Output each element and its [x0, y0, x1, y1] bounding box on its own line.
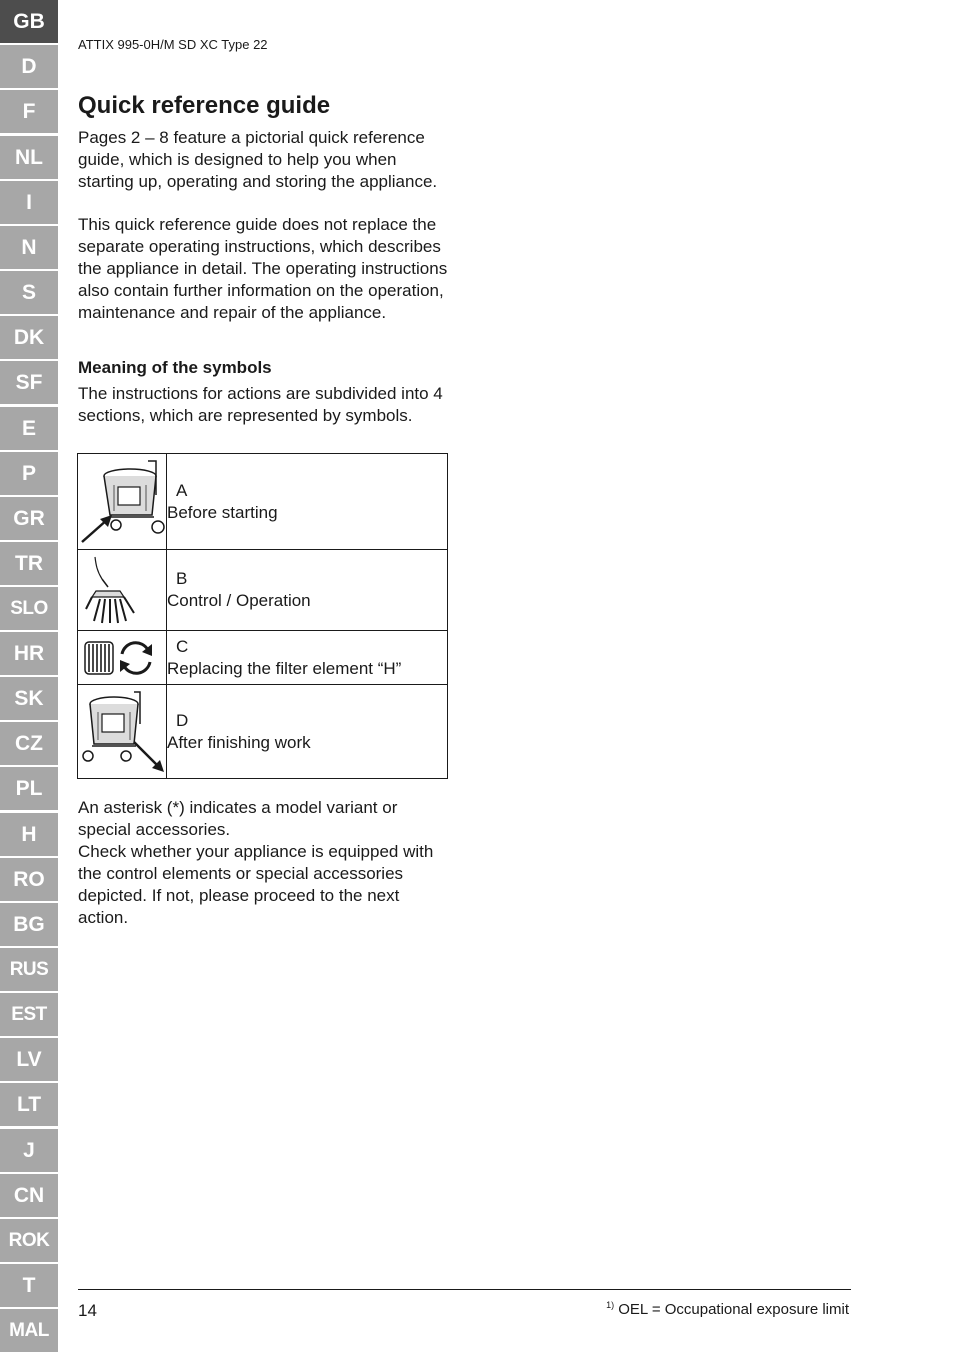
vacuum-arrow-up-icon: [78, 455, 166, 549]
row-letter: A: [176, 480, 188, 500]
lang-tab-ro[interactable]: RO: [0, 858, 58, 902]
lang-tab-est[interactable]: EST: [0, 993, 58, 1037]
intro-paragraph: Pages 2 – 8 feature a pictorial quick reference guide, which is designed to help you when starting up, operating and storing the appliance.: [78, 128, 438, 191]
page-number: 14: [78, 1301, 97, 1320]
lang-tab-p[interactable]: P: [0, 452, 58, 496]
lang-tab-lv[interactable]: LV: [0, 1038, 58, 1082]
lang-tab-t[interactable]: T: [0, 1264, 58, 1308]
asterisk-note: An asterisk (*) indicates a model variant or special accessories.: [78, 798, 398, 839]
lang-tab-sk[interactable]: SK: [0, 677, 58, 721]
lang-tab-slo[interactable]: SLO: [0, 587, 58, 631]
row-label: Before starting: [167, 502, 278, 522]
table-row: [78, 550, 448, 631]
lang-tab-cn[interactable]: CN: [0, 1174, 58, 1218]
filter-replace-icon: [78, 632, 166, 684]
lang-tab-rus[interactable]: RUS: [0, 948, 58, 992]
lang-tab-dk[interactable]: DK: [0, 316, 58, 360]
row-letter: B: [176, 569, 188, 589]
lang-tab-d[interactable]: D: [0, 45, 58, 89]
lang-tab-gb[interactable]: GB: [0, 0, 58, 44]
lang-tab-j[interactable]: J: [0, 1129, 58, 1173]
footnote-marker: 1): [606, 1300, 615, 1310]
row-label: After finishing work: [167, 732, 311, 752]
lang-tab-rok[interactable]: ROK: [0, 1219, 58, 1263]
row-letter: D: [176, 710, 189, 730]
lang-tab-lt[interactable]: LT: [0, 1083, 58, 1127]
symbols-heading: Meaning of the symbols: [78, 358, 272, 377]
intro-paragraph-2: This quick reference guide does not replace the separate operating instructions, which describes the appliance in detail. The operating instructions also contain further information on the operation, maintenance and repair of the appliance.: [78, 215, 448, 322]
footnote-text: OEL = Occupational exposure limit: [618, 1301, 849, 1318]
row-letter: C: [176, 636, 189, 656]
symbols-table: [77, 453, 448, 779]
lang-tab-i[interactable]: I: [0, 181, 58, 225]
lang-tab-gr[interactable]: GR: [0, 497, 58, 541]
equipment-note: Check whether your appliance is equipped with the control elements or special accessories depicted. If not, please proceed to the next action.: [78, 842, 434, 927]
lang-tab-f[interactable]: F: [0, 90, 58, 134]
table-row: [78, 685, 448, 779]
lang-tab-n[interactable]: N: [0, 226, 58, 270]
vacuum-arrow-down-icon: [78, 686, 166, 778]
document-header: ATTIX 995-0H/M SD XC Type 22: [78, 37, 268, 52]
table-row: [78, 631, 448, 685]
lang-tab-mal[interactable]: MAL: [0, 1309, 58, 1353]
footnote: [606, 1300, 849, 1318]
floor-nozzle-icon: [78, 551, 166, 629]
lang-tab-s[interactable]: S: [0, 271, 58, 315]
language-sidebar: [0, 0, 58, 1354]
lang-tab-tr[interactable]: TR: [0, 542, 58, 586]
lang-tab-hr[interactable]: HR: [0, 632, 58, 676]
lang-tab-cz[interactable]: CZ: [0, 722, 58, 766]
lang-tab-nl[interactable]: NL: [0, 136, 58, 180]
lang-tab-pl[interactable]: PL: [0, 767, 58, 811]
symbols-description: The instructions for actions are subdivided into 4 sections, which are represented by symbols.: [78, 384, 443, 425]
row-label: Replacing the filter element “H”: [167, 658, 402, 678]
footer-divider: [78, 1289, 851, 1290]
lang-tab-h[interactable]: H: [0, 813, 58, 857]
table-row: [78, 454, 448, 550]
lang-tab-sf[interactable]: SF: [0, 361, 58, 405]
page-title: Quick reference guide: [78, 92, 331, 119]
lang-tab-bg[interactable]: BG: [0, 903, 58, 947]
row-label: Control / Operation: [167, 591, 311, 610]
lang-tab-e[interactable]: E: [0, 407, 58, 451]
